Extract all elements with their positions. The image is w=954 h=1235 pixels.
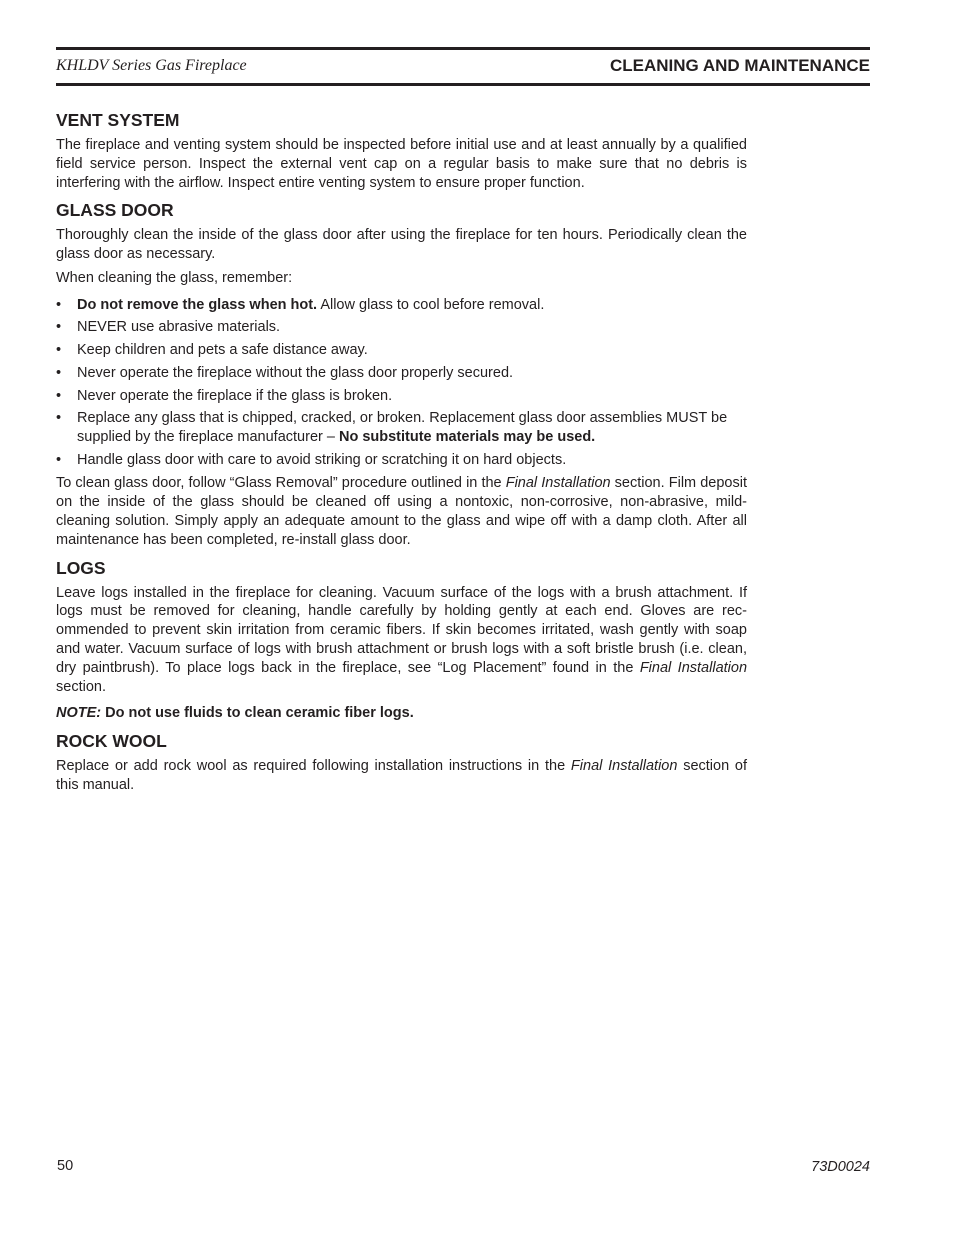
note-text: Do not use fluids to clean ceramic fiber logs. bbox=[101, 705, 414, 722]
list-item-text: Never operate the fireplace if the glass is broken. bbox=[77, 387, 393, 404]
header-top-rule bbox=[56, 47, 870, 50]
list-item-text: NEVER use abrasive materials. bbox=[77, 319, 281, 336]
rock-wool-heading: ROCK WOOL bbox=[56, 731, 167, 752]
list-item bbox=[56, 409, 747, 447]
bullet-icon: • bbox=[56, 387, 62, 404]
note-label: NOTE: bbox=[56, 705, 102, 722]
list-item-text: Handle glass door with care to avoid striking or scratching it on hard objects. bbox=[77, 451, 567, 468]
list-item bbox=[56, 296, 747, 315]
bullet-icon: • bbox=[56, 451, 62, 468]
header-series-title: KHLDV Series Gas Fireplace bbox=[56, 57, 247, 74]
document-number: 73D0024 bbox=[811, 1159, 870, 1175]
list-item bbox=[56, 451, 747, 470]
list-item bbox=[56, 341, 747, 360]
bullet-icon: • bbox=[56, 364, 62, 381]
page-content bbox=[56, 110, 747, 795]
vent-system-heading: VENT SYSTEM bbox=[56, 110, 180, 130]
glass-door-intro: When cleaning the glass, remember: bbox=[56, 269, 293, 286]
list-item-text: Keep children and pets a safe distance away. bbox=[77, 342, 368, 359]
list-item-text: Never operate the fireplace without the glass door properly secured. bbox=[77, 364, 514, 381]
header-section-title: CLEANING AND MAINTENANCE bbox=[609, 56, 870, 75]
bullet-icon: • bbox=[56, 342, 62, 359]
page-number: 50 bbox=[57, 1158, 74, 1174]
logs-note bbox=[56, 704, 747, 723]
final-installation-ref: Final Installation bbox=[639, 659, 748, 676]
header-bottom-rule bbox=[56, 83, 870, 86]
vent-system-paragraph: The fireplace and venting system should be inspected before initial use and at least annually by a qualified field service person. Inspect the external vent cap on a regular basis to make sure that no debris is interfering with the airflow. Inspect entire venting system to ensure proper function. bbox=[56, 137, 747, 191]
rock-wool-paragraph: Replace or add rock wool as required following installation instructions in the Final Installation section of this manual. bbox=[56, 758, 748, 793]
list-item-text: Allow glass to cool before removal. bbox=[317, 296, 545, 313]
bullet-icon: • bbox=[56, 319, 62, 336]
final-installation-ref: Final Installation bbox=[570, 758, 678, 775]
glass-door-heading: GLASS DOOR bbox=[56, 200, 174, 221]
bullet-icon: • bbox=[56, 410, 62, 427]
list-item-bold: No substitute materials may be used. bbox=[338, 429, 596, 446]
bullet-icon: • bbox=[56, 296, 62, 313]
list-item bbox=[56, 364, 747, 383]
logs-paragraph: Leave logs installed in the fireplace for cleaning. Vacuum surface of the logs with a brush attachment. If logs must be removed for cleaning, handle carefully by holding gently at each end. Gloves are rec-ommended to prevent skin irritation from ceramic fibers. If skin becomes irritated, wash gently with soap and water. Vacuum surface of logs with brush attachment or brush logs with a soft bristle brush (i.e. clean, dry paintbrush). To place logs back in the fireplace, see “Log Placement” found in the Final Installation section. bbox=[56, 584, 748, 695]
list-item-text: Replace any glass that is chipped, cracked, or broken. Replacement glass door assemblies MUST be supplied by the fireplace manufacturer – bbox=[77, 410, 728, 446]
list-item bbox=[56, 387, 747, 406]
final-installation-ref: Final Installation bbox=[505, 475, 611, 492]
glass-door-cleaning-paragraph: To clean glass door, follow “Glass Removal” procedure outlined in the Final Installation section. Film deposit on the inside of the glass should be cleaned off using a nontoxic, non-corrosive, non-abrasive, mild-cleaning solution. Simply apply an adequate amount to the glass and wipe off with a damp cloth. After all maintenance has been completed, re-install glass door. bbox=[56, 475, 747, 548]
logs-heading: LOGS bbox=[56, 557, 106, 578]
list-item bbox=[56, 318, 747, 337]
glass-door-paragraph: Thoroughly clean the inside of the glass door after using the fireplace for ten hours. Periodically clean the glass door as necessary. bbox=[56, 227, 747, 263]
list-item-bold: Do not remove the glass when hot. bbox=[77, 296, 318, 313]
glass-cleaning-list bbox=[56, 296, 747, 470]
